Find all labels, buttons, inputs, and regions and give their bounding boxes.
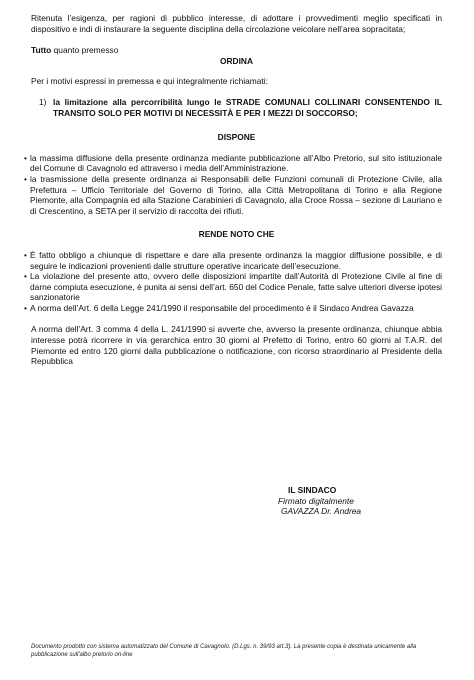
bullet-icon: • [24,249,27,260]
dispone-item-text: la massima diffusione della presente ordinanza mediante pubblicazione all’Albo Pretorio, sul sito istituzionale del Comune di Cavagnolo ed attraverso i media dell’Amministrazione. [30,152,442,174]
dispone-item [24,174,442,216]
bullet-icon: • [24,173,27,184]
dispone-heading: DISPONE [217,132,256,143]
rende-noto-heading: RENDE NOTO CHE [198,229,275,240]
rende-list [24,249,443,314]
dispone-item [24,153,442,174]
rende-item-text: È fatto obbligo a chiunque di rispettare e dare alla presente ordinanza la maggior diffusione possibile, e di seguire le indicazioni provenienti dalle strutture operative incaricate dell’esecuzione. [30,249,442,271]
rende-item [24,271,442,303]
order-item-text: la limitazione alla percorribilità lungo le STRADE COMUNALI COLLINARI CONSENTENDO IL TRANSITO SOLO PER MOTIVI DI NECESSITÀ E PER I MEZZI DI SOCCORSO; [53,96,442,118]
intro-paragraph: Ritenuta l’esigenza, per ragioni di pubblico interesse, di adottare i provvedimenti meglio specificati in dispositivo e indi di instaurare la seguente disciplina della circolazione veicolare nell’area sopracitata; [31,13,442,34]
rende-item-text: La violazione del presente atto, ovvero delle disposizioni impartite dall’Autorità di Protezione Civile al fine di darne compiuta esecuzione, è punita ai sensi dell’art. 650 del Codice Penale, fatte salve ulteriori diverse ipotesi sanzionatorie [30,271,443,303]
dispone-item-text: la trasmissione della presente ordinanza ai Responsabili delle Funzioni comunali di Protezione Civile, alla Prefettura – Ufficio Territoriale del Governo di Torino, alla Città Metropolitana di Torino e alla Regione Piemonte, alla Compagnia ed alla Stazione Carabinieri di Cavagnolo, alla Croce Rossa – sezione di Lauriano e di Crescentino, a SETA per il servizio di raccolta dei rifiuti. [30,173,442,216]
ricorso-paragraph: A norma dell’Art. 3 comma 4 della L. 241/1990 si avverte che, avverso la presente ordinanza, chiunque abbia interesse potrà ricorrere in via gerarchica entro 30 giorni al Prefetto di Torino, entro 60 giorni al T.A.R. del Piemonte ed entro 120 giorni dalla pubblicazione o notificazione, con ricorso straordinario al Presidente della Repubblica [31,324,442,367]
rende-item [24,250,442,271]
rende-item [24,303,442,314]
signature-title: IL SINDACO [288,485,337,495]
ordina-heading: ORDINA [219,55,254,66]
signature-name: GAVAZZA Dr. Andrea [281,506,362,517]
bullet-icon: • [24,302,27,313]
bullet-icon: • [24,271,27,282]
signature-signed: Firmato digitalmente [278,495,354,506]
premesso-bold: Tutto [31,45,52,56]
bullet-icon: • [24,152,27,163]
premesso-line [31,45,442,56]
page-footer: Documento prodotto con sistema automatizzato del Comune di Cavagnolo. (D.Lgs. n. 39/93 art.3). La presente copia è destinata unicamente alla pubblicazione sull'albo pretorio on-line [31,644,417,658]
document-body [24,13,443,367]
rende-item-text: A norma dell’Art. 6 della Legge 241/1990 il responsabile del procedimento è il Sindaco Andrea Gavazza [30,302,414,313]
motivi-paragraph: Per i motivi espressi in premessa e qui integralmente richiamati: [31,76,268,87]
signature-block [278,485,398,517]
dispone-list [24,152,442,217]
order-item [39,97,442,118]
order-item-number: 1) [39,96,47,107]
premesso-rest: quanto premesso [51,45,119,56]
